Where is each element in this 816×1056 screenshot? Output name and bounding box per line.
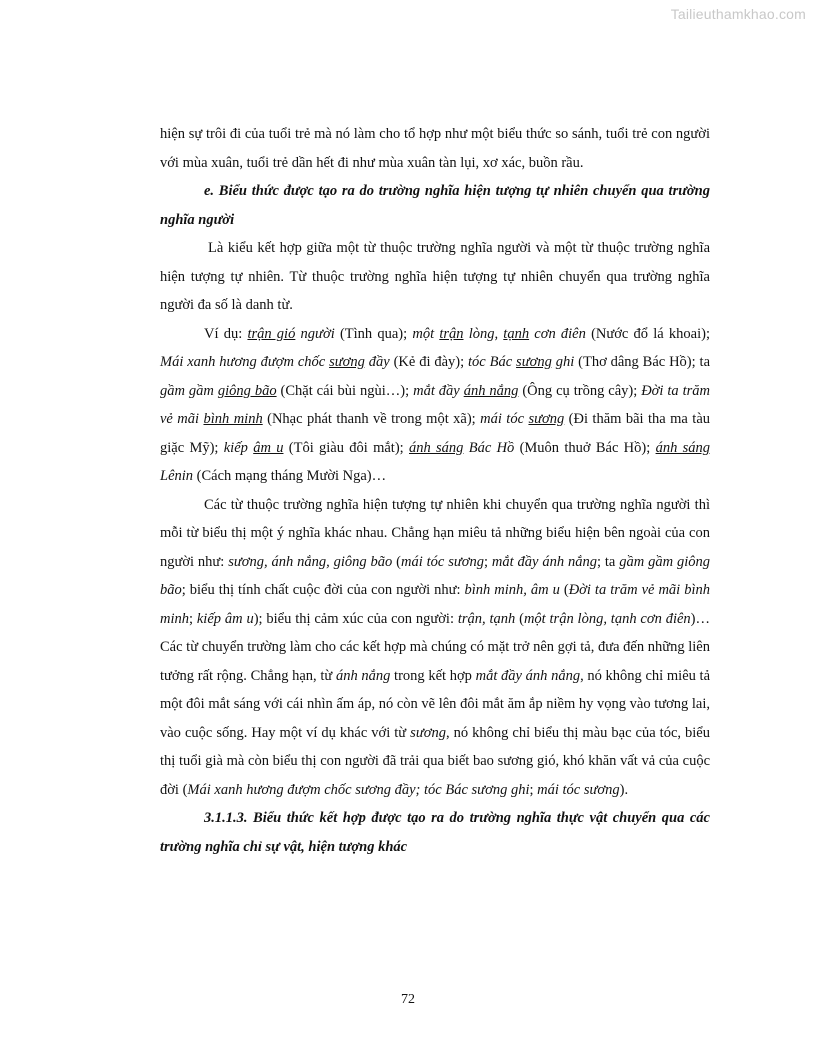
page-number: 72: [401, 992, 415, 1007]
example-fragment: Mái xanh hương đượm chốc sương đầy: [160, 354, 390, 370]
example-fragment: mái tóc sương: [480, 411, 565, 427]
example-fragment: gầm gầm giông bão: [160, 382, 277, 399]
section-heading-3-1-1-3: 3.1.1.3. Biểu thức kết hợp được tạo ra do trường nghĩa thực vật chuyển qua các trường nghĩa chỉ sự vật, hiện tượng khác: [160, 810, 710, 855]
watermark: Tailieuthamkhao.com: [670, 6, 806, 22]
section-heading-e: e. Biểu thức được tạo ra do trường nghĩa hiện tượng tự nhiên chuyển qua trường nghĩa người: [160, 183, 710, 228]
paragraph-examples: Ví dụ: trận gió người (Tình qua); một trận lòng, tạnh cơn điên (Nước đổ lá khoai); Mái xanh hương đượm chốc sương đầy (Kẻ đi đày); tóc Bác sương ghi (Thơ dâng Bác Hồ); ta gầm gầm giông bão (Chặt cái bùi ngùi…); mắt đầy ánh nắng (Ông cụ trồng cây); Đời ta trăm vẻ mãi bình minh (Nhạc phát thanh về trong một xã); mái tóc sương (Đi thăm bãi tha ma tàu giặc Mỹ); kiếp âm u (Tôi giàu đôi mắt); ánh sáng Bác Hồ (Muôn thuở Bác Hồ); ánh sáng Lênin (Cách mạng tháng Mười Nga)…: [160, 325, 711, 484]
example-fragment: mắt đầy ánh nắng: [413, 382, 519, 399]
example-fragment: Đời ta trăm vẻ mãi bình minh: [160, 382, 711, 427]
paragraph-definition: Là kiểu kết hợp giữa một từ thuộc trường nghĩa người và một từ thuộc trường nghĩa hiện tượng tự nhiên. Từ thuộc trường nghĩa hiện tượng tự nhiên chuyển qua trường nghĩa người đa số là danh từ.: [160, 240, 710, 313]
page-body: [160, 120, 710, 861]
examples-lead: Ví dụ:: [204, 325, 248, 342]
example-fragment: tóc Bác sương ghi: [468, 354, 575, 370]
example-fragment: trận gió người: [247, 325, 335, 342]
example-fragment: ánh sáng Lênin: [160, 439, 710, 484]
paragraph-continuation: hiện sự trôi đi của tuổi trẻ mà nó làm cho tổ hợp như một biểu thức so sánh, tuổi trẻ con người với mùa xuân, tuổi trẻ dần hết đi như mùa xuân tàn lụi, xơ xác, buồn rầu.: [160, 126, 710, 171]
example-fragment: ánh sáng Bác Hồ: [409, 439, 515, 456]
paragraph-analysis: Các từ thuộc trường nghĩa hiện tượng tự nhiên khi chuyển qua trường nghĩa người thì mỗi từ biểu thị một ý nghĩa khác nhau. Chẳng hạn miêu tả những biểu hiện bên ngoài của con người như: sương, ánh nắng, giông bão (mái tóc sương; mắt đầy ánh nắng; ta gầm gầm giông bão; biểu thị tính chất cuộc đời của con người như: bình minh, âm u (Đời ta trăm vẻ mãi bình minh; kiếp âm u); biểu thị cảm xúc của con người: trận, tạnh (một trận lòng, tạnh cơn điên)… Các từ chuyển trường làm cho các kết hợp mà chúng có mặt trở nên gợi tả, đưa đến những liên tưởng rất rộng. Chẳng hạn, từ ánh nắng trong kết hợp mắt đầy ánh nắng, nó không chỉ miêu tả một đôi mắt sáng với cái nhìn ấm áp, nó còn vẽ lên đôi mắt ăm ắp niềm hy vọng vào tương lai, vào cuộc sống. Hay một ví dụ khác với từ sương, nó không chỉ biểu thị màu bạc của tóc, biểu thị tuổi già mà còn biểu thị con người đã trải qua biết bao sương gió, khó khăn vất vả của cuộc đời (Mái xanh hương đượm chốc sương đầy; tóc Bác sương ghi; mái tóc sương).: [160, 496, 711, 798]
example-fragment: kiếp âm u: [223, 439, 284, 456]
example-fragment: một trận lòng, tạnh cơn điên: [412, 325, 586, 342]
